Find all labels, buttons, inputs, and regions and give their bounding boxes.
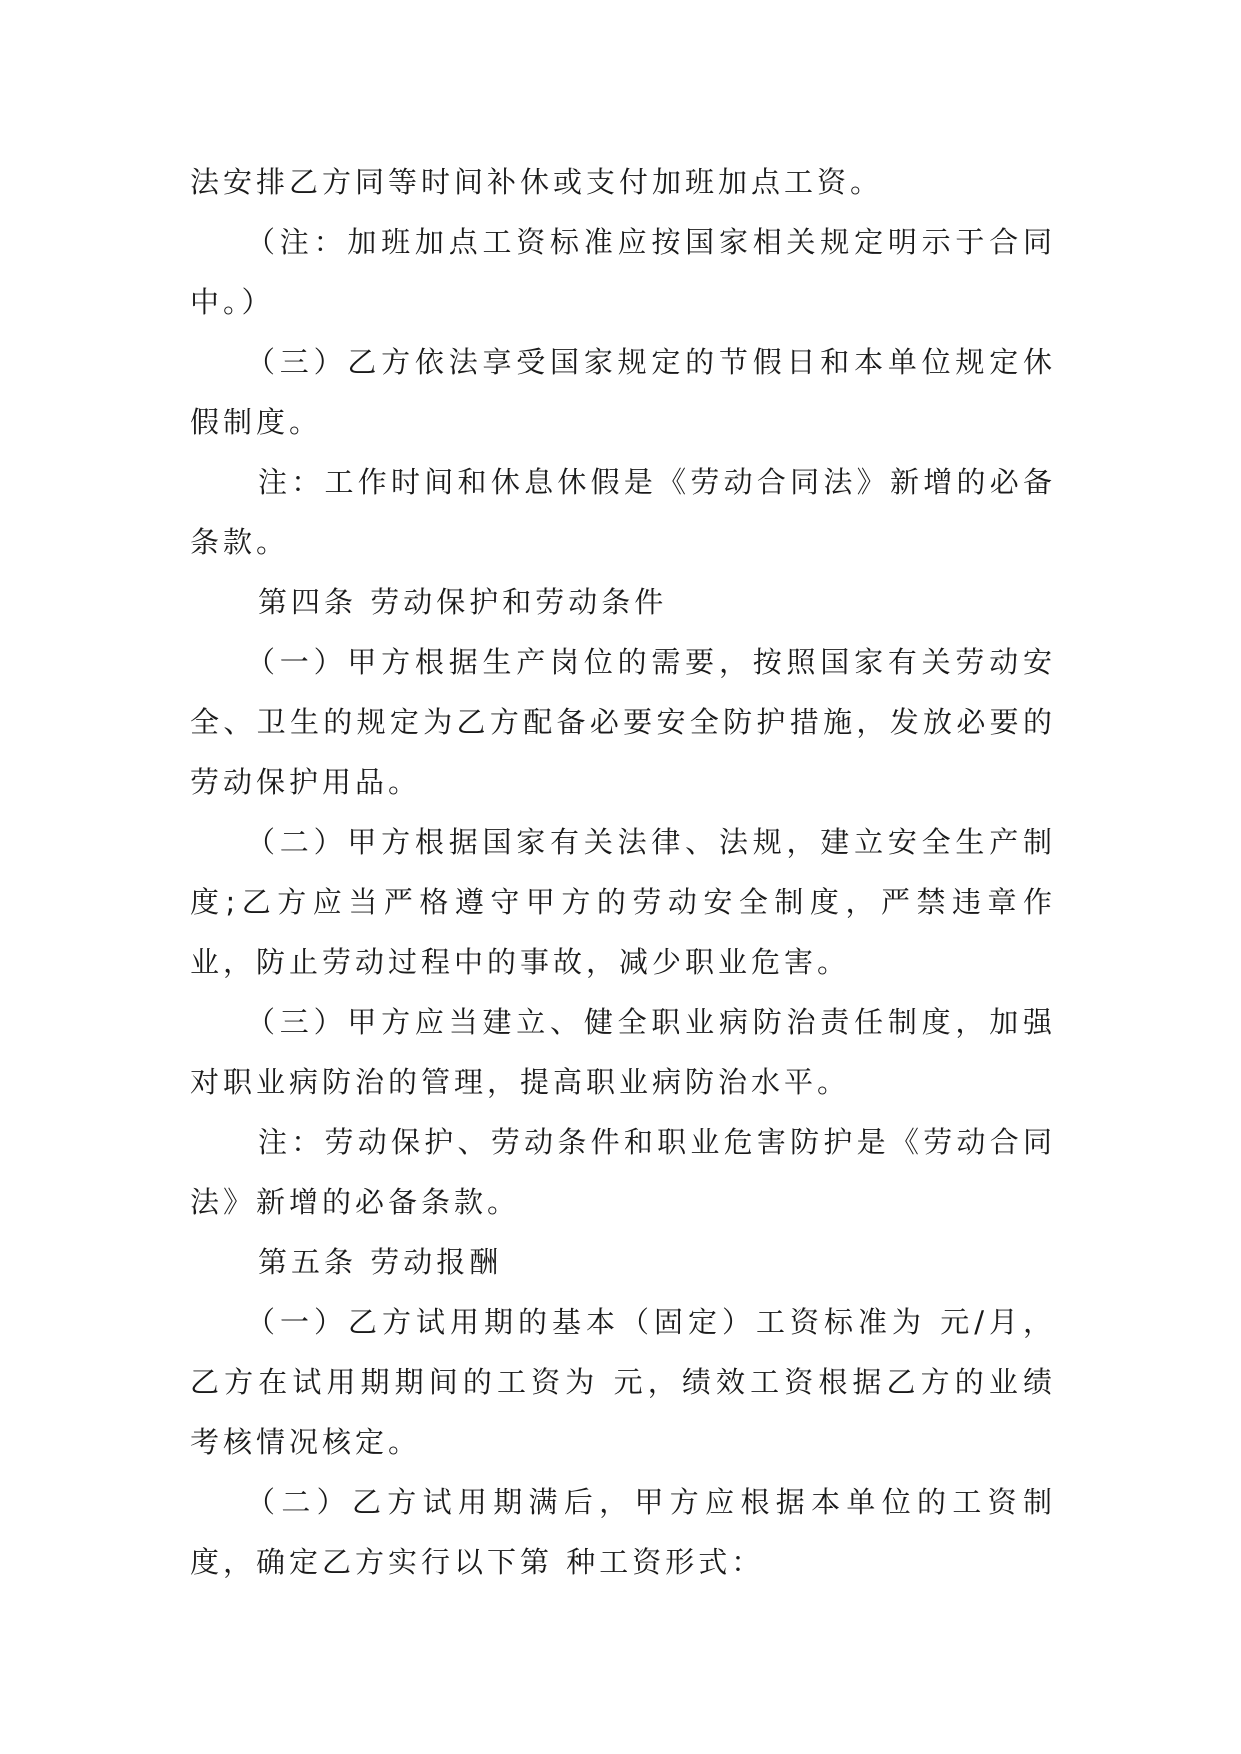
- document-body: [190, 152, 1056, 1592]
- paragraph-occupational-disease: （三）甲方应当建立、健全职业病防治责任制度，加强对职业病防治的管理，提高职业病防治水平。: [190, 1005, 1056, 1099]
- article-5-heading: 第五条 劳动报酬: [258, 1245, 503, 1279]
- paragraph-safety-system: （二）甲方根据国家有关法律、法规，建立安全生产制度;乙方应当严格遵守甲方的劳动安全制度，严禁违章作业，防止劳动过程中的事故，减少职业危害。: [190, 825, 1056, 979]
- paragraph-labor-protection-note: 注：劳动保护、劳动条件和职业危害防护是《劳动合同法》新增的必备条款。: [190, 1125, 1056, 1219]
- paragraph-holidays: （三）乙方依法享受国家规定的节假日和本单位规定休假制度。: [190, 345, 1056, 439]
- paragraph-working-hours-note: 注：工作时间和休息休假是《劳动合同法》新增的必备条款。: [190, 465, 1056, 559]
- paragraph-protective-equipment: （一）甲方根据生产岗位的需要，按照国家有关劳动安全、卫生的规定为乙方配备必要安全防护措施，发放必要的劳动保护用品。: [190, 645, 1056, 799]
- paragraph-overtime-compensation: 法安排乙方同等时间补休或支付加班加点工资。: [190, 165, 884, 199]
- paragraph-overtime-note: （注：加班加点工资标准应按国家相关规定明示于合同中。）: [190, 225, 1056, 319]
- article-4-heading: 第四条 劳动保护和劳动条件: [258, 585, 668, 619]
- paragraph-probation-wage: （一）乙方试用期的基本（固定）工资标准为 元/月，乙方在试用期期间的工资为 元，绩效工资根据乙方的业绩考核情况核定。: [190, 1305, 1056, 1459]
- paragraph-wage-form: （二）乙方试用期满后，甲方应根据本单位的工资制度，确定乙方实行以下第 种工资形式：: [190, 1485, 1056, 1579]
